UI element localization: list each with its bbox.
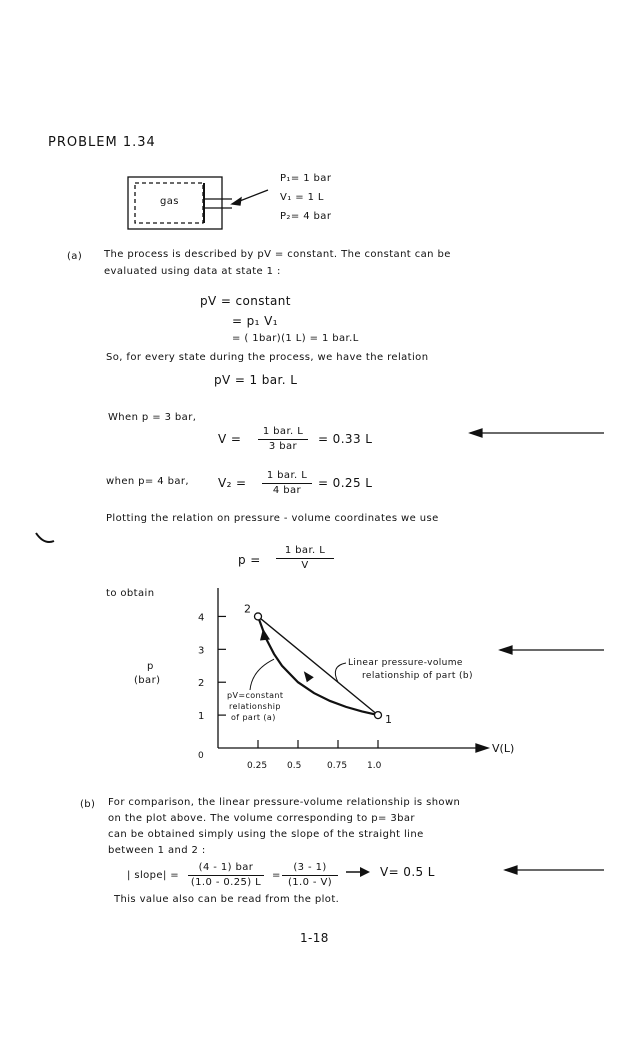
p2-label: P₂= 4 bar [280, 211, 332, 222]
when-3bar-label: When p = 3 bar, [108, 412, 197, 423]
part-a-marker: (a) [67, 251, 83, 262]
v1-label: V₁ = 1 L [280, 192, 324, 203]
x-tick-label: 0.5 [287, 761, 302, 771]
part-a-line1: The process is described by pV = constant. The constant can be [104, 249, 451, 260]
when-3bar-lhs: V = [218, 432, 242, 446]
y-tick-label: 1 [198, 711, 205, 723]
page-number: 1-18 [300, 931, 329, 945]
p1-label: P₁= 1 bar [280, 173, 332, 184]
fraction-denominator: 4 bar [272, 485, 302, 496]
x-tick-label: 1.0 [367, 761, 382, 771]
fraction-denominator: (1.0 - 0.25) L [190, 877, 262, 888]
when-4bar-lhs: V₂ = [218, 476, 247, 490]
y-tick-label: 3 [198, 645, 205, 657]
closing-text: This value also can be read from the plot. [114, 894, 340, 905]
when-4bar-label: when p= 4 bar, [106, 476, 189, 487]
y-tick-label: 2 [198, 678, 205, 690]
fraction-denominator: (1.0 - V) [287, 877, 333, 888]
eq-p1v1: = p₁ V₁ [232, 314, 278, 328]
slope-equals: = [272, 870, 281, 881]
curve-annotation-line2: relationship [229, 702, 281, 711]
eq-value: = ( 1bar)(1 L) = 1 bar.L [232, 333, 359, 344]
problem-title: PROBLEM 1.34 [48, 135, 156, 150]
relation-eq: pV = 1 bar. L [214, 373, 298, 387]
y-axis-unit: (bar) [134, 675, 161, 686]
linear-annotation-line2: relationship of part (b) [362, 671, 473, 681]
part-b-line3: can be obtained simply using the slope of the straight line [108, 829, 424, 840]
plotting-text: Plotting the relation on pressure - volume coordinates we use [106, 513, 439, 524]
volume-result: V= 0.5 L [380, 865, 435, 879]
gas-label: gas [160, 196, 179, 207]
y-axis-label: p [147, 661, 154, 672]
part-b-line2: on the plot above. The volume corresponding to p= 3bar [108, 813, 415, 824]
fraction-denominator: V [301, 560, 309, 571]
fraction-numerator: (3 - 1) [282, 862, 338, 876]
p-relation-lhs: p = [238, 553, 261, 567]
part-b-line4: between 1 and 2 : [108, 845, 206, 856]
linear-annotation-line1: Linear pressure-volume [348, 658, 463, 668]
curve-annotation-line3: of part (a) [231, 713, 276, 722]
x-tick-label: 0.25 [247, 761, 268, 771]
x-tick-label: 0.75 [327, 761, 348, 771]
part-a-line2: evaluated using data at state 1 : [104, 266, 281, 277]
part-b-line1: For comparison, the linear pressure-volume relationship is shown [108, 797, 461, 808]
fraction-numerator: (4 - 1) bar [188, 862, 264, 876]
x-axis-label: V(L) [492, 742, 515, 755]
fraction-numerator: 1 bar. L [276, 545, 334, 559]
fraction-denominator: 3 bar [268, 441, 298, 452]
fraction-numerator: 1 bar. L [258, 426, 308, 440]
when-3bar-result: = 0.33 L [318, 432, 373, 446]
part-b-marker: (b) [80, 799, 96, 810]
origin-label: 0 [198, 751, 204, 761]
eq-constant: pV = constant [200, 294, 291, 308]
state-point-label: 1 [385, 713, 392, 727]
slope-lhs: | slope| = [127, 870, 180, 881]
when-4bar-result: = 0.25 L [318, 476, 373, 490]
state-point-label: 2 [244, 602, 251, 616]
fraction-numerator: 1 bar. L [262, 470, 312, 484]
curve-annotation-line1: pV=constant [227, 691, 284, 700]
y-tick-label: 4 [198, 612, 205, 624]
to-obtain-text: to obtain [106, 588, 155, 599]
so-relation-text: So, for every state during the process, we have the relation [106, 352, 429, 363]
